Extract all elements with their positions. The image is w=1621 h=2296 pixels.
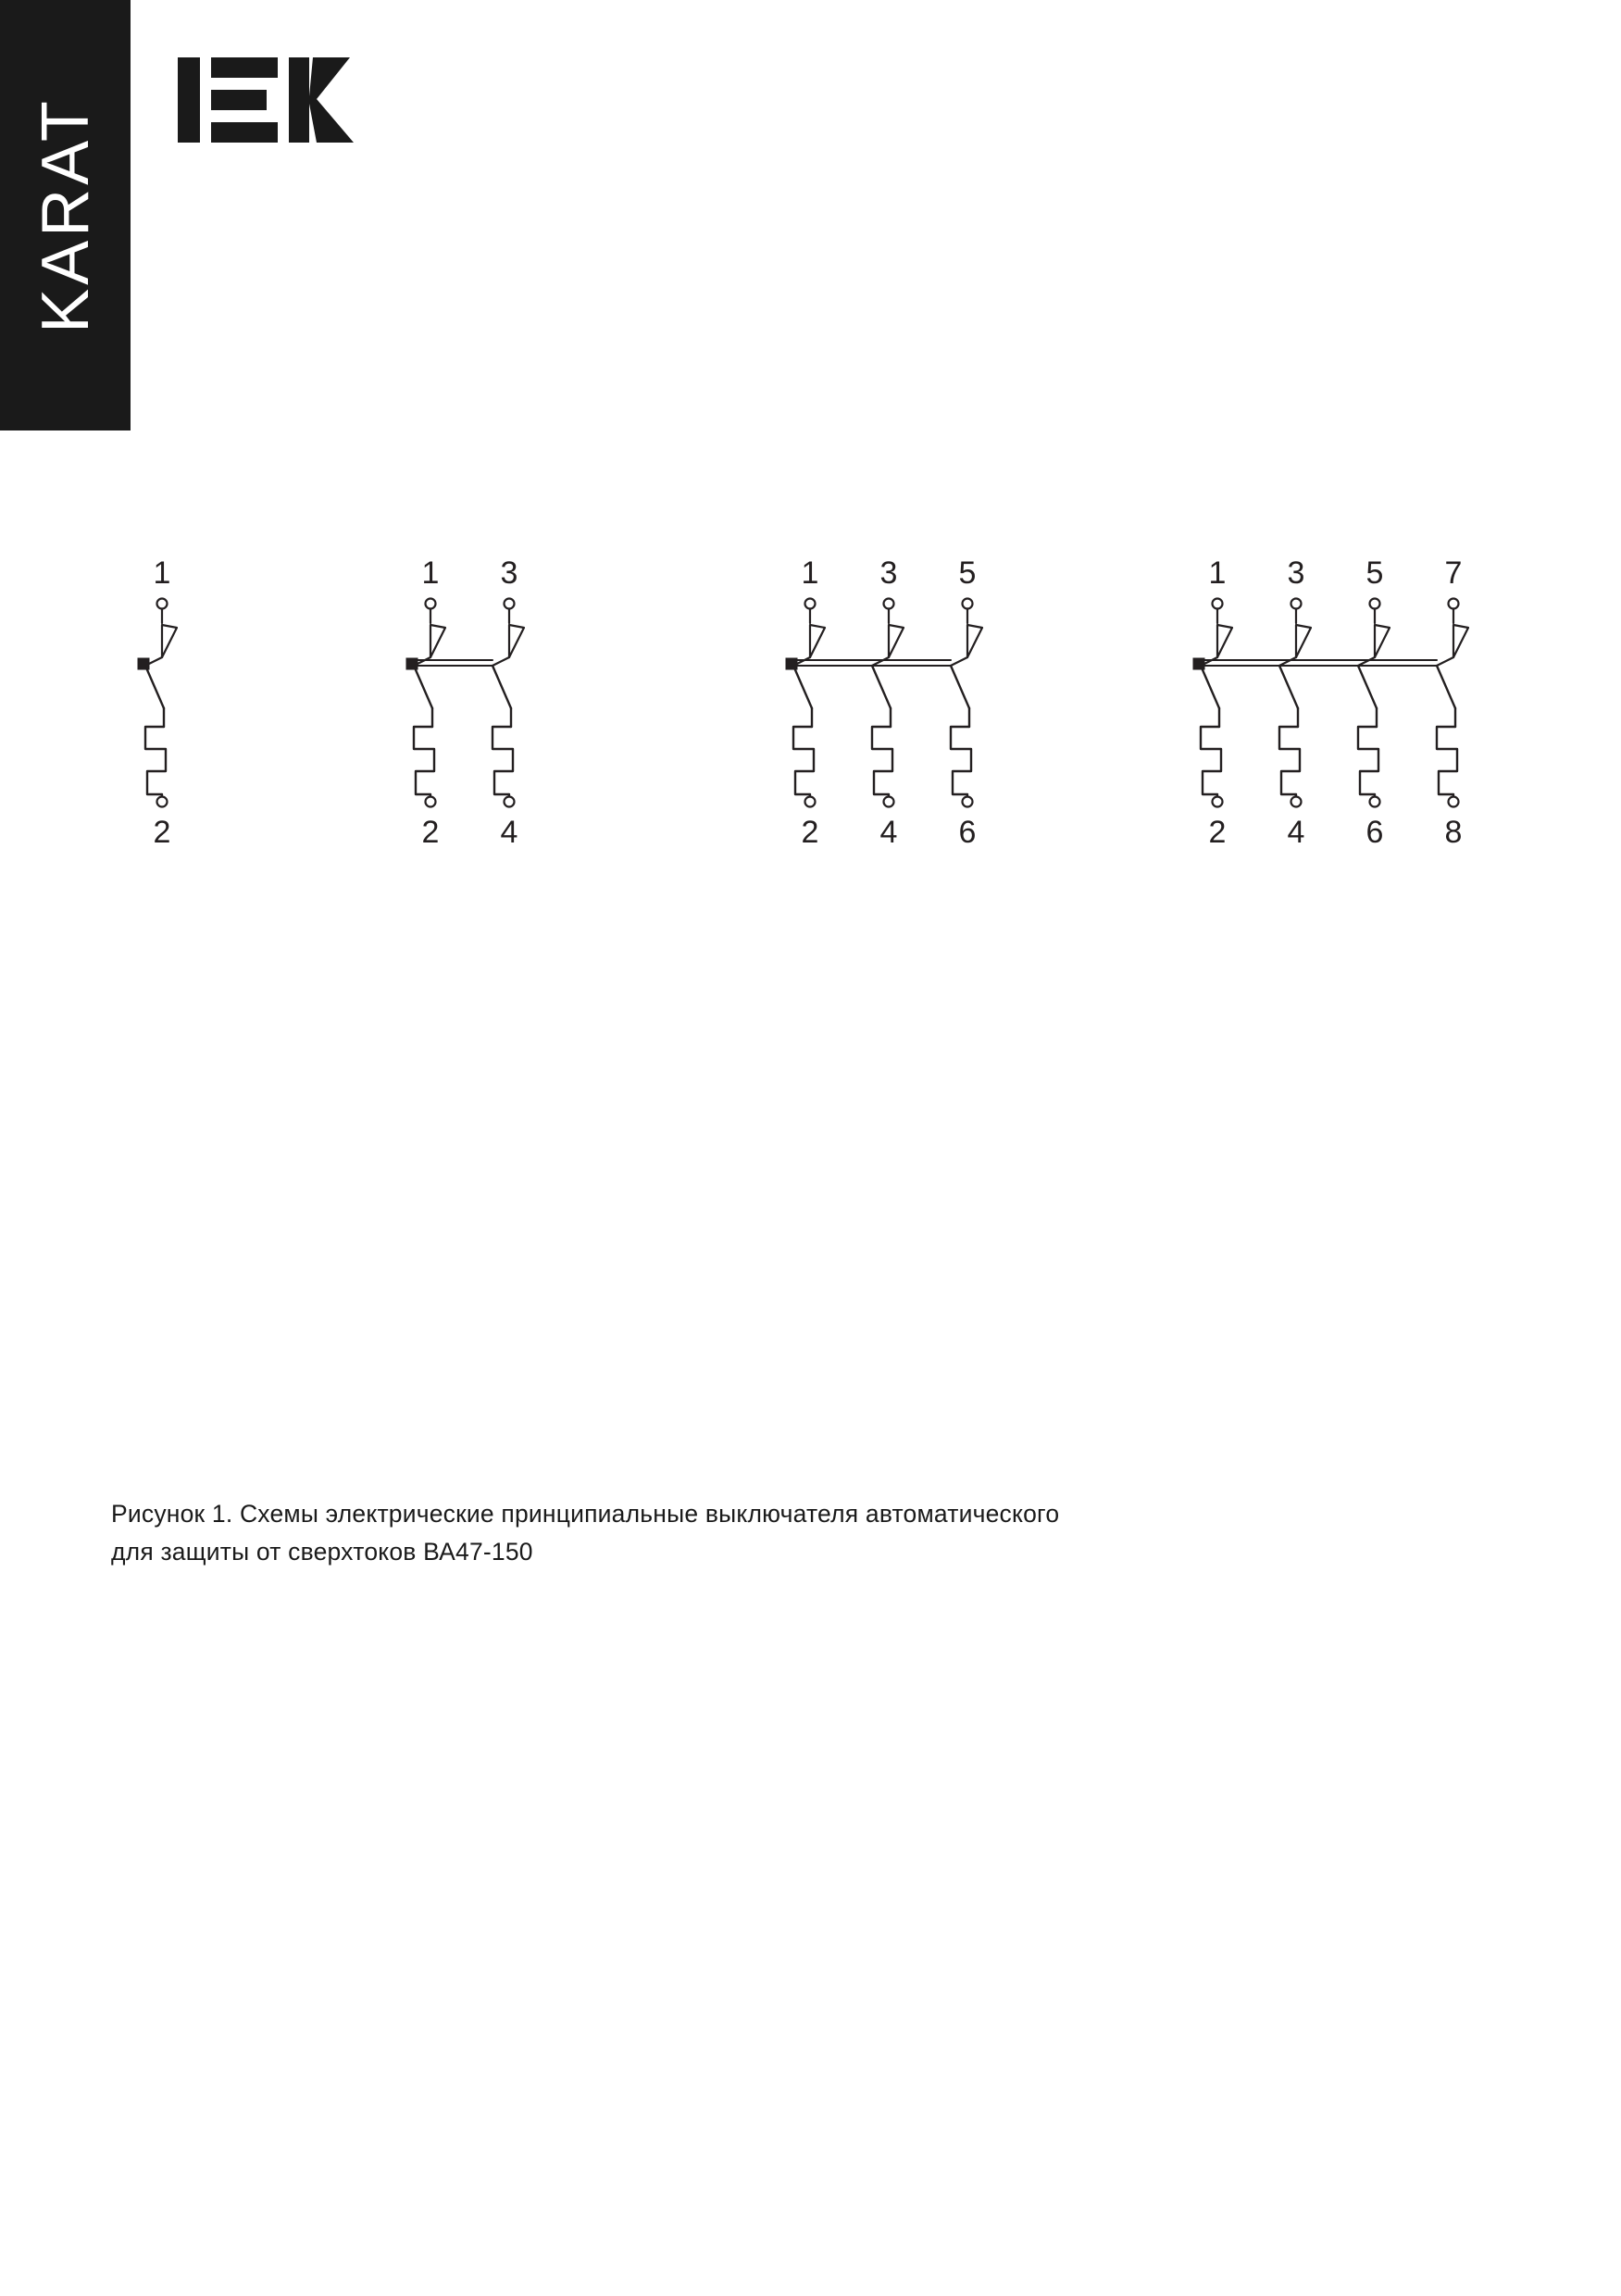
series-tab-label: KARAT	[28, 97, 103, 333]
svg-text:3: 3	[879, 555, 898, 591]
svg-text:1: 1	[801, 555, 819, 591]
series-tab	[0, 0, 131, 430]
svg-text:2: 2	[1208, 815, 1227, 850]
svg-text:1: 1	[153, 555, 171, 591]
svg-text:2: 2	[421, 815, 440, 850]
svg-text:5: 5	[958, 555, 977, 591]
pole-group-2P	[406, 555, 524, 850]
svg-text:5: 5	[1365, 555, 1384, 591]
svg-text:6: 6	[1365, 815, 1384, 850]
circuit-diagram	[0, 555, 1621, 1018]
svg-text:4: 4	[879, 815, 898, 850]
svg-text:2: 2	[801, 815, 819, 850]
svg-text:1: 1	[1208, 555, 1227, 591]
figure-caption-line-2: для защиты от сверхтоков ВА47-150	[111, 1538, 533, 1566]
iek-logo	[178, 57, 354, 143]
svg-text:8: 8	[1444, 815, 1463, 850]
svg-text:2: 2	[153, 815, 171, 850]
svg-text:1: 1	[421, 555, 440, 591]
pole-group-4P	[1193, 555, 1468, 850]
svg-text:3: 3	[500, 555, 518, 591]
figure-caption	[111, 1495, 1268, 1571]
svg-text:3: 3	[1287, 555, 1305, 591]
figure-caption-line-1: Рисунок 1. Схемы электрические принципиальные выключателя автоматического	[111, 1500, 1060, 1528]
pole-group-3P	[786, 555, 982, 850]
pole-group-1P	[138, 555, 177, 850]
svg-text:6: 6	[958, 815, 977, 850]
svg-text:4: 4	[500, 815, 518, 850]
svg-text:7: 7	[1444, 555, 1463, 591]
svg-text:4: 4	[1287, 815, 1305, 850]
